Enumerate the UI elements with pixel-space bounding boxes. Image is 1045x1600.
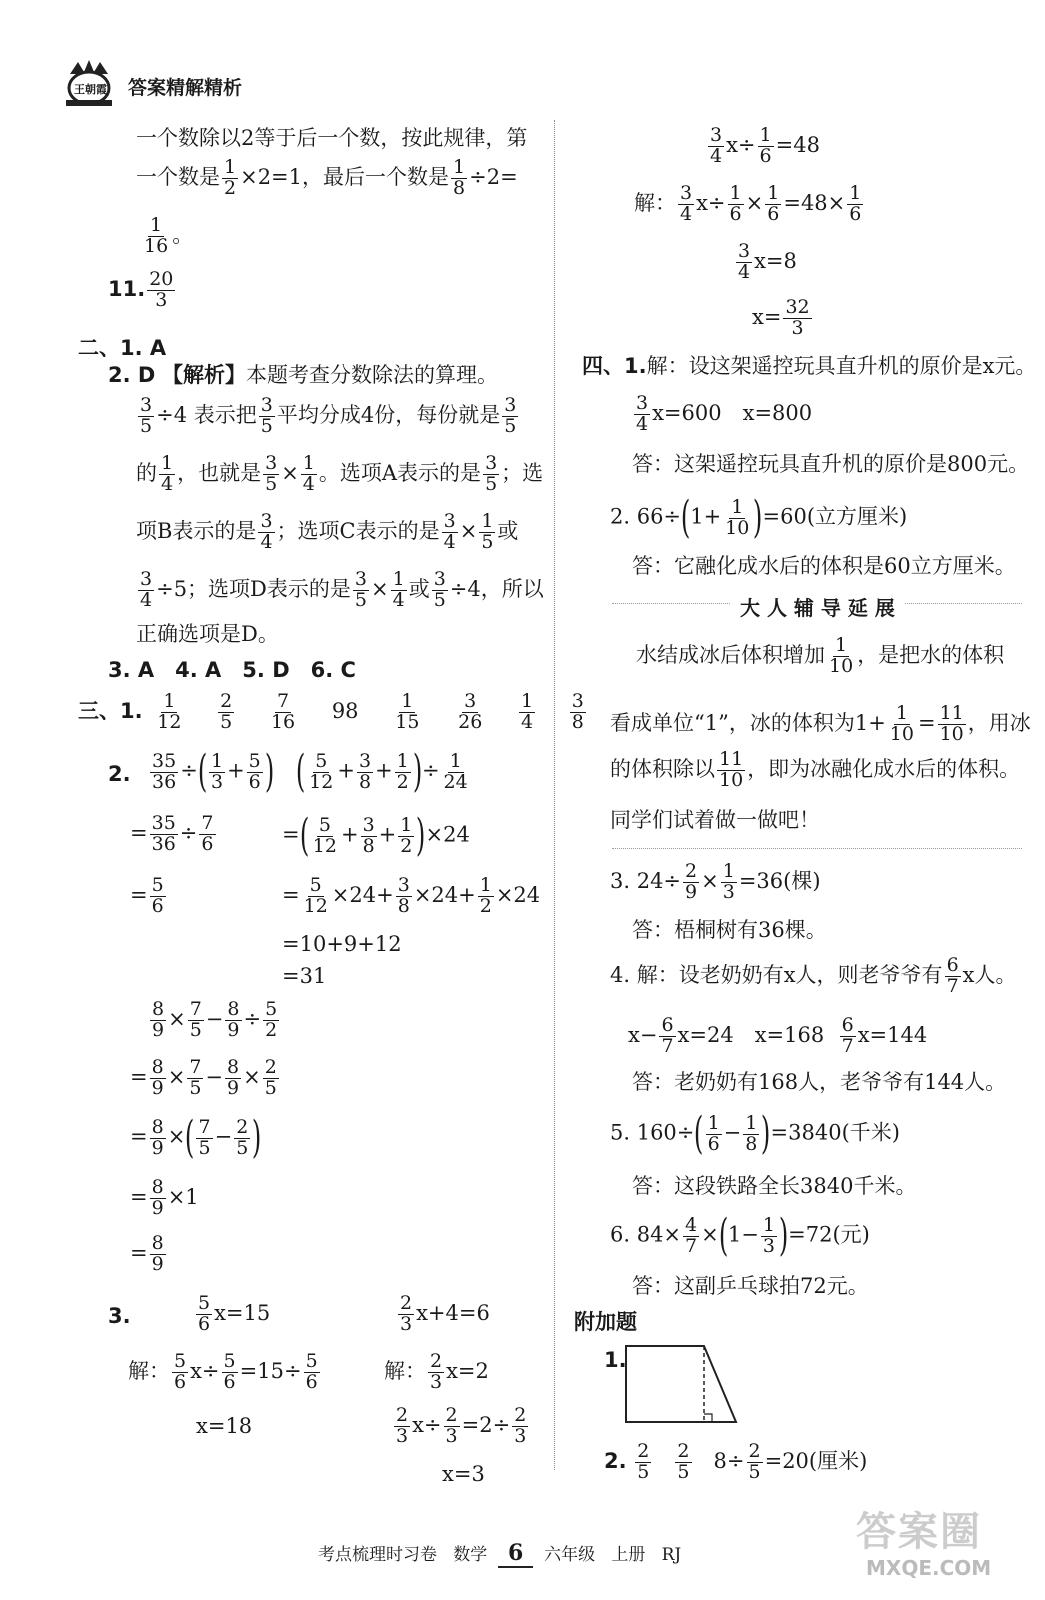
equation: = $\frac{8}{9}$ × $\frac{7}{5}$ − $\frac{8}{9}$ × $\frac{2}{5}$: [130, 1056, 277, 1099]
text-line: 的体积除以 $\frac{11}{10}$ ，即为冰融化成水后的体积。: [610, 748, 1021, 791]
equation: ( $\frac{5}{12}$ + $\frac{3}{8}$ + $\frac{1}{2}$ )÷ $\frac{1}{24}$: [295, 746, 468, 797]
question-4-3: 3. 24÷ $\frac{2}{9}$ × $\frac{1}{3}$ =36(棵): [610, 860, 821, 903]
footer: 考点梳理时习卷 数学 6 六年级 上册 RJ: [318, 1540, 682, 1566]
extra-title: 附加题: [574, 1310, 637, 1334]
logo: [60, 58, 118, 108]
answer: 答：老奶奶有168人，老爷爷有144人。: [632, 1070, 1007, 1094]
equation: =10+9+12: [282, 932, 402, 956]
watermark-url: MXQE.COM: [866, 1556, 992, 1580]
equation: 解： $\frac{5}{6}$ x÷ $\frac{5}{6}$ =15÷ $\frac{5}{6}$: [128, 1350, 318, 1393]
question-2: 2. D 【解析】本题考查分数除法的算理。: [108, 362, 499, 387]
section-3-row: 三、1. $\frac{1}{12}$ $\frac{2}{5}$ $\frac{7}{16}$ 98 $\frac{1}{15}$ $\frac{3}{26}$ $\frac{1}{4}$ $\frac{3}{8}$: [78, 690, 584, 733]
extra-1-label: 1.: [604, 1348, 627, 1372]
column-divider: [554, 120, 555, 1470]
extra-2: 2. $\frac{2}{5}$ $\frac{2}{5}$ 8÷ $\frac{2}{5}$ =20(厘米): [604, 1440, 868, 1483]
answer: 答：梧桐树有36棵。: [632, 918, 827, 942]
answer: 答：这架遥控玩具直升机的原价是800元。: [632, 452, 1030, 476]
text-line: 正确选项是D。: [136, 622, 279, 646]
equation: =( $\frac{5}{12}$ + $\frac{3}{8}$ + $\frac{1}{2}$ )×24: [282, 810, 470, 861]
text-line: $\frac{1}{16}$ 。: [144, 214, 194, 257]
text-line: 一个数是 $\frac{1}{2}$ ×2=1，最后一个数是 $\frac{1}{8}$ ÷2=: [136, 156, 518, 199]
equation: = $\frac{8}{9}$ ×( $\frac{7}{5}$ − $\frac{2}{5}$ ): [130, 1112, 262, 1163]
extension-bottom-rule: [612, 848, 1022, 849]
q3-3-label: 3.: [108, 1304, 131, 1328]
equation: $\frac{35}{36}$ ÷( $\frac{1}{3}$ + $\frac{5}{6}$ ): [152, 746, 275, 797]
question-4-4: 4. 解：设老奶奶有x人，则老爷爷有 $\frac{6}{7}$ x人。: [610, 954, 1017, 997]
equation: x=18: [196, 1414, 253, 1438]
text-line: 水结成冰后体积增加 $\frac{1}{10}$ ，是把水的体积: [636, 634, 1005, 677]
extension-title: 大 人 辅 导 延 展: [730, 592, 905, 621]
equation: = $\frac{8}{9}$ ×1: [130, 1176, 199, 1219]
equation: x=3: [442, 1462, 485, 1486]
question-4-1: 四、1.解：设这架遥控玩具直升机的原价是x元。: [582, 354, 1037, 378]
equation: = $\frac{5}{6}$: [130, 874, 164, 917]
section-2: 二、1. A: [78, 336, 167, 360]
page-number: 6: [498, 1540, 533, 1568]
questions-3-6: 3. A 4. A 5. D 6. C: [108, 658, 356, 682]
equation: 解： $\frac{2}{3}$ x=2: [384, 1350, 489, 1393]
watermark-text: 答案圈: [856, 1509, 982, 1555]
equation: $\frac{3}{4}$ x=600 x=800: [636, 392, 813, 435]
answer: 答：这段铁路全长3840千米。: [632, 1174, 917, 1198]
question-4-5: 5. 160÷( $\frac{1}{6}$ − $\frac{1}{8}$ )=3840(千米): [610, 1108, 900, 1159]
equation: $\frac{2}{3}$ x÷ $\frac{2}{3}$ =2÷ $\frac{2}{3}$: [396, 1404, 527, 1447]
text-line: 一个数除以2等于后一个数，按此规律，第: [136, 126, 528, 150]
equation: x− $\frac{6}{7}$ x=24 x=168 $\frac{6}{7}$ x=144: [628, 1014, 928, 1057]
page-title: 答案精解精析: [128, 77, 243, 99]
equation: =31: [282, 964, 327, 988]
trapezoid-figure: [624, 1342, 744, 1430]
q3-2-label: 2.: [108, 762, 131, 786]
question-4-6: 6. 84× $\frac{4}{7}$ ×(1− $\frac{1}{3}$ )=72(元): [610, 1210, 870, 1261]
text-line: 的 $\frac{1}{4}$ ，也就是 $\frac{3}{5}$ × $\frac{1}{4}$ 。选项A表示的是 $\frac{3}{5}$ ；选: [136, 452, 544, 495]
equation: = $\frac{5}{12}$ ×24+ $\frac{3}{8}$ ×24+ $\frac{1}{2}$ ×24: [282, 874, 541, 917]
text-line: 同学们试着做一做吧！: [610, 808, 820, 832]
equation: $\frac{5}{6}$ x=15: [198, 1292, 271, 1335]
equation: 解： $\frac{3}{4}$ x÷ $\frac{1}{6}$ × $\frac{1}{6}$ =48× $\frac{1}{6}$: [634, 182, 862, 225]
question-4-2: 2. 66÷(1+ $\frac{1}{10}$ )=60(立方厘米): [610, 492, 908, 543]
equation: = $\frac{8}{9}$: [130, 1232, 164, 1275]
text-line: 看成单位“1”，冰的体积为1+ $\frac{1}{10}$ = $\frac{11}{10}$ ，用冰: [610, 702, 1031, 745]
text-line: $\frac{3}{5}$ ÷4 表示把 $\frac{3}{5}$ 平均分成4份，每份就是 $\frac{3}{5}$: [140, 394, 517, 437]
equation: x= $\frac{32}{3}$: [752, 296, 810, 339]
equation: $\frac{3}{4}$ x=8: [738, 240, 797, 283]
equation: $\frac{8}{9}$ × $\frac{7}{5}$ − $\frac{8}{9}$ ÷ $\frac{5}{2}$: [152, 998, 278, 1041]
question-11: 11. $\frac{20}{3}$: [108, 268, 174, 311]
answer: 答：它融化成水后的体积是60立方厘米。: [632, 554, 1016, 578]
text-line: $\frac{3}{4}$ ÷5；选项D表示的是 $\frac{3}{5}$ × $\frac{1}{4}$ 或 $\frac{3}{5}$ ÷4，所以: [140, 568, 544, 611]
equation: = $\frac{35}{36}$ ÷ $\frac{7}{6}$: [130, 812, 214, 855]
equation: $\frac{2}{3}$ x+4=6: [400, 1292, 490, 1335]
equation: $\frac{3}{4}$ x÷ $\frac{1}{6}$ =48: [710, 124, 820, 167]
logo-text: 王朝霞: [74, 83, 107, 96]
answer: 答：这副乒乓球拍72元。: [632, 1274, 869, 1298]
text-line: 项B表示的是 $\frac{3}{4}$ ；选项C表示的是 $\frac{3}{4}$ × $\frac{1}{5}$ 或: [136, 510, 519, 553]
